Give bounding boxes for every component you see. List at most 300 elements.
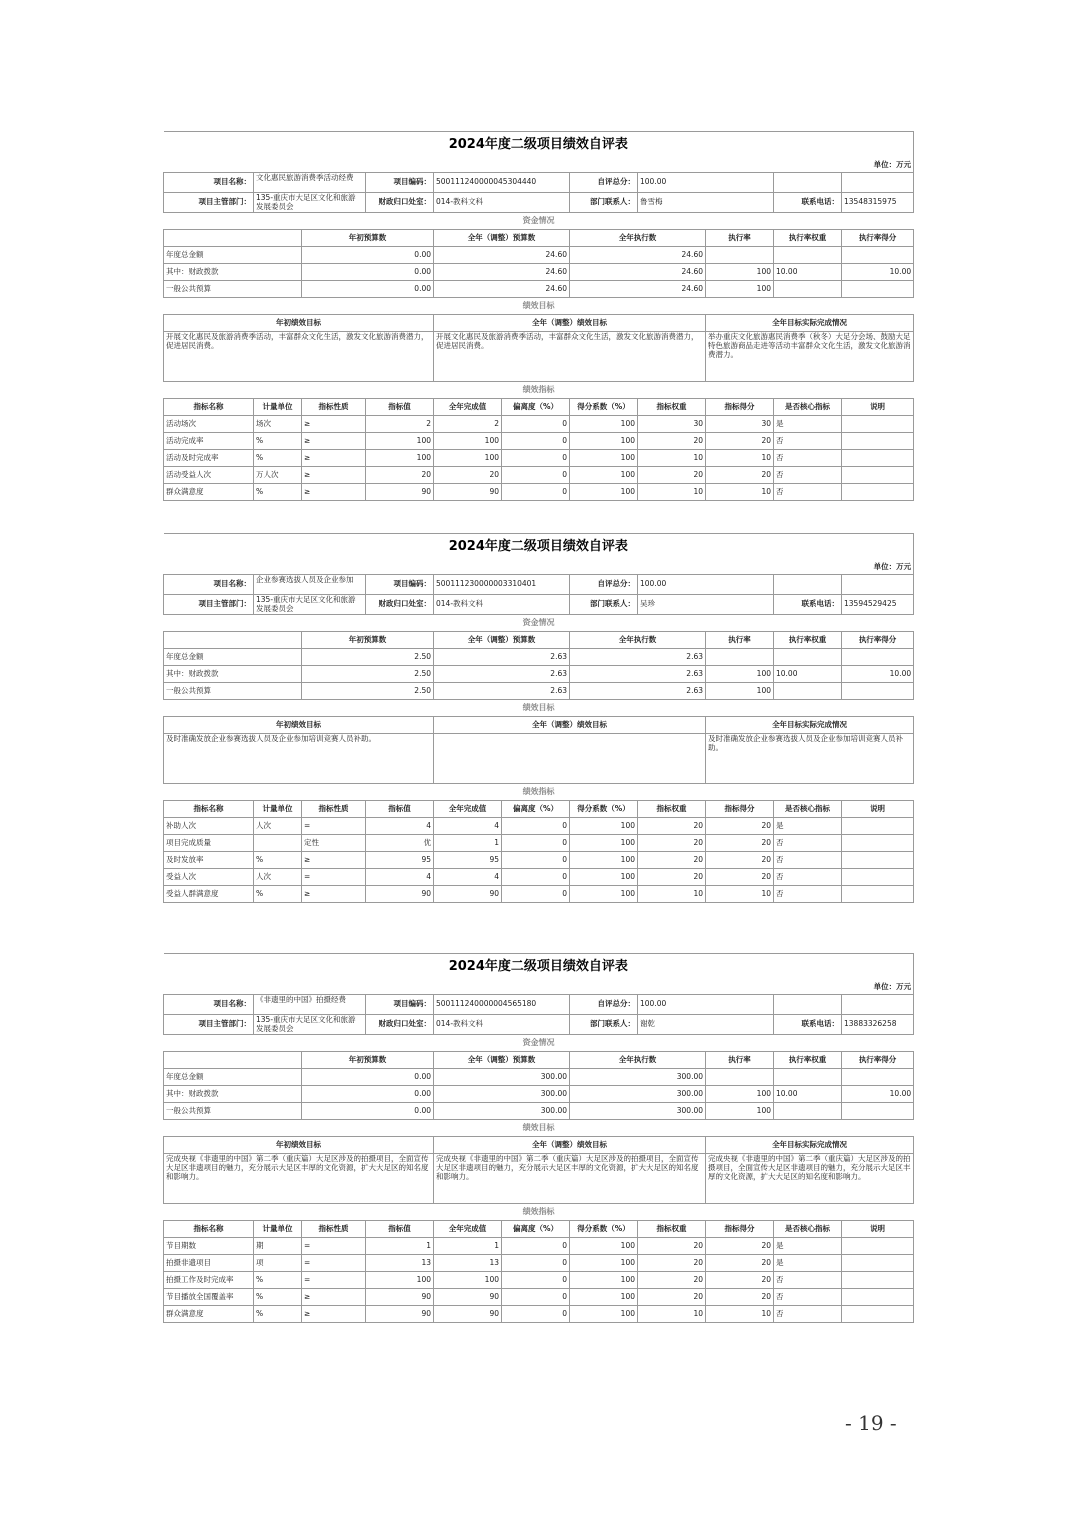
indicator-header-cell: 指标性质 bbox=[302, 800, 366, 817]
funds-weight-cell bbox=[774, 280, 842, 297]
indicator-header-cell: 全年完成值 bbox=[434, 800, 502, 817]
funds-header-row bbox=[164, 1051, 914, 1068]
funds-executed-cell: 2.63 bbox=[570, 682, 706, 699]
indicator-actual-cell: 4 bbox=[434, 817, 502, 834]
indicator-row bbox=[164, 885, 914, 902]
project-name-value: 《非遗里的中国》拍摄经费 bbox=[254, 994, 366, 1014]
indicator-actual-cell: 90 bbox=[434, 1305, 502, 1322]
indicator-nature-cell: ≥ bbox=[302, 1305, 366, 1322]
indicator-coef-cell: 100 bbox=[570, 1237, 638, 1254]
indicator-row bbox=[164, 1254, 914, 1271]
indicator-coef-cell: 100 bbox=[570, 1254, 638, 1271]
indicators-section-title: 绩效指标 bbox=[164, 783, 914, 800]
indicator-unit-cell: % bbox=[254, 1288, 302, 1305]
indicator-dev-cell: 0 bbox=[502, 1254, 570, 1271]
indicator-core-cell: 否 bbox=[774, 834, 842, 851]
funds-score-cell: 10.00 bbox=[842, 1085, 914, 1102]
indicator-coef-cell: 100 bbox=[570, 851, 638, 868]
indicator-dev-cell: 0 bbox=[502, 483, 570, 500]
indicator-unit-cell: 场次 bbox=[254, 415, 302, 432]
funds-header-cell: 执行率得分 bbox=[842, 631, 914, 648]
indicator-dev-cell: 0 bbox=[502, 851, 570, 868]
indicator-row bbox=[164, 1305, 914, 1322]
indicator-header-cell: 指标得分 bbox=[706, 800, 774, 817]
indicator-dev-cell: 0 bbox=[502, 817, 570, 834]
indicator-note-cell bbox=[842, 483, 914, 500]
phone-value: 13883326258 bbox=[842, 1014, 914, 1034]
empty-cell bbox=[774, 172, 842, 192]
funds-initial-cell: 0.00 bbox=[302, 1085, 434, 1102]
indicator-score-cell: 10 bbox=[706, 885, 774, 902]
indicator-header-cell: 说明 bbox=[842, 1220, 914, 1237]
indicator-weight-cell: 20 bbox=[638, 1271, 706, 1288]
funds-section-title: 资金情况 bbox=[164, 614, 914, 631]
info-row bbox=[164, 994, 914, 1014]
section-row bbox=[164, 699, 914, 716]
indicator-score-cell: 20 bbox=[706, 1254, 774, 1271]
title-row bbox=[164, 534, 914, 561]
indicator-score-cell: 20 bbox=[706, 432, 774, 449]
indicator-header-cell: 指标名称 bbox=[164, 1220, 254, 1237]
indicator-core-cell: 否 bbox=[774, 432, 842, 449]
info-row bbox=[164, 594, 914, 614]
unit-label: 单位：万元 bbox=[164, 158, 914, 172]
goals-section-title: 绩效目标 bbox=[164, 297, 914, 314]
funds-rate-cell bbox=[706, 1068, 774, 1085]
self-score-value: 100.00 bbox=[638, 172, 774, 192]
indicator-name-cell: 节目播放全国覆盖率 bbox=[164, 1288, 254, 1305]
indicator-note-cell bbox=[842, 449, 914, 466]
indicators-header-row bbox=[164, 398, 914, 415]
funds-header-cell: 全年执行数 bbox=[570, 229, 706, 246]
funds-header-cell: 执行率得分 bbox=[842, 229, 914, 246]
goals-row bbox=[164, 331, 914, 381]
indicator-unit-cell: % bbox=[254, 885, 302, 902]
indicator-actual-cell: 1 bbox=[434, 834, 502, 851]
indicator-dev-cell: 0 bbox=[502, 1305, 570, 1322]
empty-cell bbox=[774, 994, 842, 1014]
funds-score-cell bbox=[842, 1102, 914, 1119]
indicator-header-cell: 得分系数（%） bbox=[570, 1220, 638, 1237]
indicator-unit-cell: 人次 bbox=[254, 868, 302, 885]
funds-executed-cell: 300.00 bbox=[570, 1068, 706, 1085]
indicator-score-cell: 20 bbox=[706, 817, 774, 834]
indicator-target-cell: 100 bbox=[366, 1271, 434, 1288]
unit-row bbox=[164, 158, 914, 172]
indicator-unit-cell: % bbox=[254, 483, 302, 500]
indicator-header-cell: 指标权重 bbox=[638, 398, 706, 415]
funds-header-cell: 执行率 bbox=[706, 229, 774, 246]
funds-adjusted-cell: 2.63 bbox=[434, 648, 570, 665]
funds-header-cell: 全年（调整）预算数 bbox=[434, 1051, 570, 1068]
indicators-section-title: 绩效指标 bbox=[164, 381, 914, 398]
indicator-unit-cell: % bbox=[254, 432, 302, 449]
dept-value: 135-重庆市大足区文化和旅游发展委员会 bbox=[254, 192, 366, 212]
indicator-note-cell bbox=[842, 1237, 914, 1254]
indicator-score-cell: 20 bbox=[706, 834, 774, 851]
evaluation-table-2 bbox=[163, 533, 913, 903]
funds-header-cell: 执行率权重 bbox=[774, 1051, 842, 1068]
indicator-dev-cell: 0 bbox=[502, 868, 570, 885]
indicator-core-cell: 否 bbox=[774, 449, 842, 466]
dept-label: 项目主管部门： bbox=[164, 192, 254, 212]
funds-label-cell: 其中：财政拨款 bbox=[164, 1085, 302, 1102]
indicator-header-cell: 是否核心指标 bbox=[774, 1220, 842, 1237]
indicator-actual-cell: 100 bbox=[434, 1271, 502, 1288]
indicator-name-cell: 活动完成率 bbox=[164, 432, 254, 449]
funds-initial-cell: 0.00 bbox=[302, 1068, 434, 1085]
title-row bbox=[164, 132, 914, 159]
project-name-label: 项目名称： bbox=[164, 574, 254, 594]
funds-label-cell: 其中：财政拨款 bbox=[164, 263, 302, 280]
funds-weight-cell bbox=[774, 682, 842, 699]
indicator-unit-cell: % bbox=[254, 449, 302, 466]
funds-header-cell: 执行率得分 bbox=[842, 1051, 914, 1068]
indicator-coef-cell: 100 bbox=[570, 817, 638, 834]
section-row bbox=[164, 1119, 914, 1136]
project-code-label: 项目编码： bbox=[366, 172, 434, 192]
indicator-core-cell: 是 bbox=[774, 1254, 842, 1271]
funds-header-cell: 全年（调整）预算数 bbox=[434, 229, 570, 246]
indicator-nature-cell: ≥ bbox=[302, 483, 366, 500]
indicator-name-cell: 活动及时完成率 bbox=[164, 449, 254, 466]
section-row bbox=[164, 1203, 914, 1220]
indicators-header-row bbox=[164, 800, 914, 817]
self-score-value: 100.00 bbox=[638, 994, 774, 1014]
indicator-nature-cell: ≥ bbox=[302, 1288, 366, 1305]
indicator-header-cell: 指标权重 bbox=[638, 800, 706, 817]
indicator-score-cell: 20 bbox=[706, 868, 774, 885]
empty-cell bbox=[842, 994, 914, 1014]
evaluation-table bbox=[163, 533, 914, 903]
indicator-note-cell bbox=[842, 1305, 914, 1322]
indicator-nature-cell: 定性 bbox=[302, 834, 366, 851]
indicator-header-cell: 指标权重 bbox=[638, 1220, 706, 1237]
indicator-row bbox=[164, 415, 914, 432]
indicator-name-cell: 拍摄非遗项目 bbox=[164, 1254, 254, 1271]
indicator-weight-cell: 20 bbox=[638, 466, 706, 483]
goals-header-row bbox=[164, 716, 914, 733]
indicator-weight-cell: 20 bbox=[638, 834, 706, 851]
goal-text-cell: 开展文化惠民及旅游消费季活动，丰富群众文化生活，激发文化旅游消费潜力，促进居民消费。 bbox=[164, 331, 434, 381]
indicator-core-cell: 是 bbox=[774, 817, 842, 834]
funds-score-cell bbox=[842, 280, 914, 297]
funds-score-cell: 10.00 bbox=[842, 263, 914, 280]
indicator-coef-cell: 100 bbox=[570, 483, 638, 500]
funds-executed-cell: 2.63 bbox=[570, 665, 706, 682]
indicator-header-cell: 计量单位 bbox=[254, 1220, 302, 1237]
funds-section-title: 资金情况 bbox=[164, 1034, 914, 1051]
indicator-unit-cell: % bbox=[254, 1271, 302, 1288]
funds-executed-cell: 2.63 bbox=[570, 648, 706, 665]
indicator-row bbox=[164, 1288, 914, 1305]
indicator-actual-cell: 20 bbox=[434, 466, 502, 483]
indicator-target-cell: 20 bbox=[366, 466, 434, 483]
office-value: 014-教科文科 bbox=[434, 1014, 570, 1034]
funds-header-cell: 执行率权重 bbox=[774, 631, 842, 648]
indicator-dev-cell: 0 bbox=[502, 1288, 570, 1305]
goals-header-cell: 年初绩效目标 bbox=[164, 1136, 434, 1153]
dept-label: 项目主管部门： bbox=[164, 594, 254, 614]
funds-weight-cell bbox=[774, 1102, 842, 1119]
indicator-score-cell: 10 bbox=[706, 449, 774, 466]
project-code-label: 项目编码： bbox=[366, 994, 434, 1014]
goals-header-cell: 全年（调整）绩效目标 bbox=[434, 716, 706, 733]
indicator-target-cell: 95 bbox=[366, 851, 434, 868]
goals-section-title: 绩效目标 bbox=[164, 1119, 914, 1136]
indicator-unit-cell: 人次 bbox=[254, 817, 302, 834]
indicator-row bbox=[164, 1271, 914, 1288]
indicator-actual-cell: 95 bbox=[434, 851, 502, 868]
indicator-row bbox=[164, 483, 914, 500]
indicator-header-cell: 偏离度（%） bbox=[502, 800, 570, 817]
indicator-note-cell bbox=[842, 1288, 914, 1305]
indicator-note-cell bbox=[842, 432, 914, 449]
goal-text-cell: 完成央视《非遗里的中国》第二季（重庆篇）大足区涉及的拍摄项目，全面宣传大足区非遗项目的魅力，充分展示大足区丰厚的文化资源，扩大大足区的知名度和影响力。 bbox=[706, 1153, 914, 1203]
funds-score-cell bbox=[842, 1068, 914, 1085]
indicator-score-cell: 20 bbox=[706, 851, 774, 868]
unit-row bbox=[164, 980, 914, 994]
indicator-name-cell: 活动场次 bbox=[164, 415, 254, 432]
indicator-note-cell bbox=[842, 817, 914, 834]
funds-score-cell: 10.00 bbox=[842, 665, 914, 682]
indicator-nature-cell: ≥ bbox=[302, 885, 366, 902]
funds-adjusted-cell: 24.60 bbox=[434, 263, 570, 280]
indicator-dev-cell: 0 bbox=[502, 1237, 570, 1254]
indicator-core-cell: 否 bbox=[774, 483, 842, 500]
evaluation-table-3 bbox=[163, 953, 913, 1323]
info-row bbox=[164, 172, 914, 192]
indicator-note-cell bbox=[842, 885, 914, 902]
evaluation-table bbox=[163, 953, 914, 1323]
funds-header-cell: 全年（调整）预算数 bbox=[434, 631, 570, 648]
indicator-target-cell: 90 bbox=[366, 885, 434, 902]
indicator-nature-cell: ≥ bbox=[302, 432, 366, 449]
project-code-value: 500111240000004565180 bbox=[434, 994, 570, 1014]
project-name-value: 企业参赛选拔人员及企业参加 bbox=[254, 574, 366, 594]
indicator-core-cell: 是 bbox=[774, 1237, 842, 1254]
indicator-header-cell: 指标值 bbox=[366, 398, 434, 415]
goal-text-cell: 完成央视《非遗里的中国》第二季（重庆篇）大足区涉及的拍摄项目，全面宣传大足区非遗项目的魅力，充分展示大足区丰厚的文化资源，扩大大足区的知名度和影响力。 bbox=[164, 1153, 434, 1203]
page-number: - 19 - bbox=[845, 1411, 897, 1435]
funds-header-cell bbox=[164, 1051, 302, 1068]
indicators-section-title: 绩效指标 bbox=[164, 1203, 914, 1220]
indicator-name-cell: 节目期数 bbox=[164, 1237, 254, 1254]
info-row bbox=[164, 1014, 914, 1034]
indicator-dev-cell: 0 bbox=[502, 466, 570, 483]
indicator-actual-cell: 4 bbox=[434, 868, 502, 885]
project-name-label: 项目名称： bbox=[164, 172, 254, 192]
indicator-name-cell: 拍摄工作及时完成率 bbox=[164, 1271, 254, 1288]
indicator-unit-cell: % bbox=[254, 1305, 302, 1322]
self-score-label: 自评总分： bbox=[570, 172, 638, 192]
funds-initial-cell: 2.50 bbox=[302, 648, 434, 665]
funds-header-cell: 全年执行数 bbox=[570, 631, 706, 648]
indicator-weight-cell: 20 bbox=[638, 1237, 706, 1254]
indicator-header-cell: 指标值 bbox=[366, 800, 434, 817]
funds-rate-cell: 100 bbox=[706, 1085, 774, 1102]
indicator-row bbox=[164, 466, 914, 483]
indicator-actual-cell: 90 bbox=[434, 885, 502, 902]
indicator-header-cell: 说明 bbox=[842, 800, 914, 817]
indicators-header-row bbox=[164, 1220, 914, 1237]
office-label: 财政归口处室： bbox=[366, 192, 434, 212]
section-row bbox=[164, 614, 914, 631]
contact-label: 部门联系人： bbox=[570, 594, 638, 614]
indicator-target-cell: 100 bbox=[366, 449, 434, 466]
self-score-value: 100.00 bbox=[638, 574, 774, 594]
funds-initial-cell: 0.00 bbox=[302, 246, 434, 263]
contact-value: 谢乾 bbox=[638, 1014, 774, 1034]
section-row bbox=[164, 297, 914, 314]
indicator-dev-cell: 0 bbox=[502, 432, 570, 449]
funds-row bbox=[164, 648, 914, 665]
indicator-target-cell: 优 bbox=[366, 834, 434, 851]
indicator-header-cell: 指标得分 bbox=[706, 398, 774, 415]
goals-header-row bbox=[164, 314, 914, 331]
title-row bbox=[164, 954, 914, 981]
indicator-dev-cell: 0 bbox=[502, 1271, 570, 1288]
indicator-row bbox=[164, 851, 914, 868]
phone-label: 联系电话： bbox=[774, 594, 842, 614]
office-label: 财政归口处室： bbox=[366, 1014, 434, 1034]
indicator-weight-cell: 20 bbox=[638, 817, 706, 834]
project-code-value: 500111240000045304440 bbox=[434, 172, 570, 192]
funds-executed-cell: 24.60 bbox=[570, 263, 706, 280]
funds-initial-cell: 0.00 bbox=[302, 1102, 434, 1119]
indicator-name-cell: 群众满意度 bbox=[164, 483, 254, 500]
indicator-weight-cell: 20 bbox=[638, 851, 706, 868]
funds-rate-cell: 100 bbox=[706, 665, 774, 682]
indicator-score-cell: 10 bbox=[706, 483, 774, 500]
indicator-nature-cell: = bbox=[302, 1254, 366, 1271]
funds-label-cell: 一般公共预算 bbox=[164, 280, 302, 297]
indicator-weight-cell: 20 bbox=[638, 868, 706, 885]
indicator-nature-cell: ≥ bbox=[302, 449, 366, 466]
funds-weight-cell: 10.00 bbox=[774, 1085, 842, 1102]
indicator-nature-cell: ≥ bbox=[302, 415, 366, 432]
funds-row bbox=[164, 682, 914, 699]
dept-value: 135-重庆市大足区文化和旅游发展委员会 bbox=[254, 594, 366, 614]
empty-cell bbox=[842, 172, 914, 192]
goal-text-cell: 开展文化惠民及旅游消费季活动，丰富群众文化生活，激发文化旅游消费潜力，促进居民消费。 bbox=[434, 331, 706, 381]
indicator-coef-cell: 100 bbox=[570, 1288, 638, 1305]
funds-weight-cell: 10.00 bbox=[774, 263, 842, 280]
indicator-target-cell: 4 bbox=[366, 868, 434, 885]
indicator-row bbox=[164, 868, 914, 885]
unit-label: 单位：万元 bbox=[164, 980, 914, 994]
indicator-name-cell: 受益人次 bbox=[164, 868, 254, 885]
funds-executed-cell: 24.60 bbox=[570, 246, 706, 263]
indicator-target-cell: 90 bbox=[366, 483, 434, 500]
contact-value: 鲁雪梅 bbox=[638, 192, 774, 212]
indicator-actual-cell: 1 bbox=[434, 1237, 502, 1254]
indicator-note-cell bbox=[842, 466, 914, 483]
indicator-coef-cell: 100 bbox=[570, 834, 638, 851]
indicator-target-cell: 4 bbox=[366, 817, 434, 834]
funds-initial-cell: 0.00 bbox=[302, 280, 434, 297]
office-label: 财政归口处室： bbox=[366, 594, 434, 614]
funds-adjusted-cell: 24.60 bbox=[434, 246, 570, 263]
indicator-target-cell: 90 bbox=[366, 1288, 434, 1305]
indicator-weight-cell: 10 bbox=[638, 1305, 706, 1322]
funds-adjusted-cell: 24.60 bbox=[434, 280, 570, 297]
funds-header-cell: 执行率 bbox=[706, 1051, 774, 1068]
indicator-nature-cell: ≥ bbox=[302, 851, 366, 868]
funds-row bbox=[164, 280, 914, 297]
funds-header-row bbox=[164, 229, 914, 246]
phone-label: 联系电话： bbox=[774, 192, 842, 212]
indicator-dev-cell: 0 bbox=[502, 449, 570, 466]
funds-label-cell: 一般公共预算 bbox=[164, 1102, 302, 1119]
project-code-value: 500111230000003310401 bbox=[434, 574, 570, 594]
goals-section-title: 绩效目标 bbox=[164, 699, 914, 716]
indicator-nature-cell: = bbox=[302, 1271, 366, 1288]
dept-value: 135-重庆市大足区文化和旅游发展委员会 bbox=[254, 1014, 366, 1034]
funds-row bbox=[164, 665, 914, 682]
funds-executed-cell: 24.60 bbox=[570, 280, 706, 297]
indicator-note-cell bbox=[842, 1254, 914, 1271]
funds-row bbox=[164, 1102, 914, 1119]
indicator-weight-cell: 20 bbox=[638, 1288, 706, 1305]
indicator-actual-cell: 100 bbox=[434, 449, 502, 466]
indicator-row bbox=[164, 817, 914, 834]
funds-score-cell bbox=[842, 648, 914, 665]
funds-adjusted-cell: 300.00 bbox=[434, 1085, 570, 1102]
indicator-note-cell bbox=[842, 868, 914, 885]
funds-adjusted-cell: 300.00 bbox=[434, 1102, 570, 1119]
contact-label: 部门联系人： bbox=[570, 192, 638, 212]
funds-section-title: 资金情况 bbox=[164, 212, 914, 229]
indicator-target-cell: 13 bbox=[366, 1254, 434, 1271]
funds-rate-cell: 100 bbox=[706, 1102, 774, 1119]
indicator-name-cell: 项目完成质量 bbox=[164, 834, 254, 851]
indicator-header-cell: 全年完成值 bbox=[434, 1220, 502, 1237]
indicator-header-cell: 是否核心指标 bbox=[774, 800, 842, 817]
indicator-actual-cell: 100 bbox=[434, 432, 502, 449]
phone-label: 联系电话： bbox=[774, 1014, 842, 1034]
indicator-core-cell: 否 bbox=[774, 885, 842, 902]
empty-cell bbox=[774, 574, 842, 594]
indicator-note-cell bbox=[842, 415, 914, 432]
indicator-core-cell: 否 bbox=[774, 466, 842, 483]
indicator-score-cell: 10 bbox=[706, 1305, 774, 1322]
indicator-dev-cell: 0 bbox=[502, 834, 570, 851]
funds-header-cell bbox=[164, 631, 302, 648]
indicator-name-cell: 受益人群满意度 bbox=[164, 885, 254, 902]
funds-adjusted-cell: 300.00 bbox=[434, 1068, 570, 1085]
funds-initial-cell: 2.50 bbox=[302, 665, 434, 682]
indicator-dev-cell: 0 bbox=[502, 415, 570, 432]
funds-rate-cell: 100 bbox=[706, 263, 774, 280]
self-score-label: 自评总分： bbox=[570, 574, 638, 594]
funds-initial-cell: 0.00 bbox=[302, 263, 434, 280]
goals-header-cell: 年初绩效目标 bbox=[164, 716, 434, 733]
funds-adjusted-cell: 2.63 bbox=[434, 682, 570, 699]
funds-weight-cell: 10.00 bbox=[774, 665, 842, 682]
funds-row bbox=[164, 246, 914, 263]
indicator-header-cell: 指标性质 bbox=[302, 1220, 366, 1237]
indicator-header-cell: 得分系数（%） bbox=[570, 398, 638, 415]
indicator-nature-cell: = bbox=[302, 868, 366, 885]
indicator-score-cell: 20 bbox=[706, 1288, 774, 1305]
goals-header-cell: 全年目标实际完成情况 bbox=[706, 314, 914, 331]
indicator-nature-cell: ≥ bbox=[302, 466, 366, 483]
goals-header-cell: 全年（调整）绩效目标 bbox=[434, 1136, 706, 1153]
dept-label: 项目主管部门： bbox=[164, 1014, 254, 1034]
funds-row bbox=[164, 1068, 914, 1085]
indicator-name-cell: 补助人次 bbox=[164, 817, 254, 834]
